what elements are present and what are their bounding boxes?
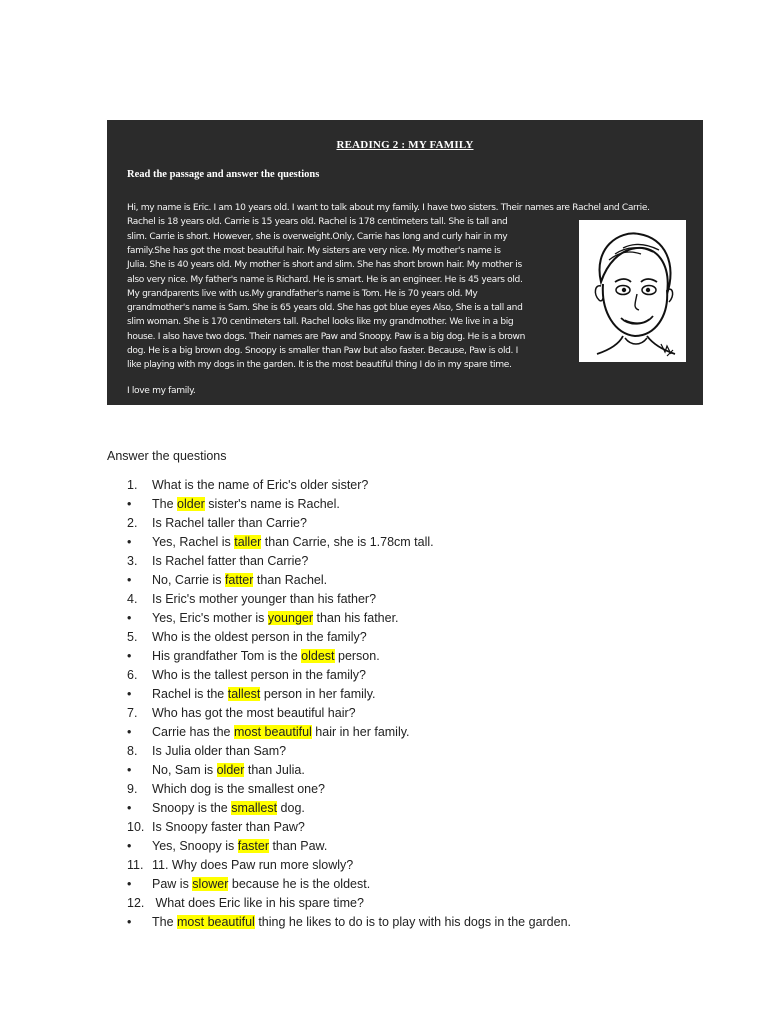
item-text: than Paw. [268,839,328,853]
highlighted-word: fatter [224,573,254,587]
highlighted-word: tallest [227,687,261,701]
highlighted-word: slower [192,877,229,891]
item-text: The [152,497,178,511]
list-marker: • [127,573,132,587]
passage-line: house. I also have two dogs. Their names are Paw and Snoopy. Paw is a big dog. He is a brown [127,331,525,342]
item-text: than Rachel. [253,573,328,587]
item-text: Is Snoopy faster than Paw? [152,820,305,834]
passage-line: My grandparents live with us.My grandfather's name is Tom. He is 70 years old. My [127,288,478,299]
list-marker: 7. [127,706,138,720]
question-item [127,780,325,799]
answer-item [127,913,571,932]
list-marker: • [127,839,132,853]
answer-item [127,647,380,666]
item-text: What is the name of Eric's older sister? [152,478,369,492]
item-text: dog. [277,801,305,815]
item-text: than Carrie, she is 1.78cm tall. [261,535,434,549]
item-text: thing he likes to do is to play with his dogs in the garden. [254,915,572,929]
question-item [127,818,305,837]
item-text: His grandfather Tom is the [152,649,302,663]
question-item [127,856,353,875]
item-text: Paw is [152,877,193,891]
answer-item [127,837,327,856]
item-text: No, Carrie is [152,573,225,587]
answers-heading: Answer the questions [107,449,227,463]
item-text: What does Eric like in his spare time? [152,896,364,910]
passage-line: also very nice. My father's name is Richard. He is smart. He is an engineer. He is 45 years old. [127,274,523,285]
item-text: because he is the oldest. [228,877,371,891]
list-marker: • [127,611,132,625]
item-text: hair in her family. [311,725,410,739]
reading-title: READING 2 : MY FAMILY [336,139,474,151]
answer-item [127,533,434,552]
list-marker: • [127,801,132,815]
item-text: Rachel is the [152,687,228,701]
passage-line: Rachel is 18 years old. Carrie is 15 years old. Rachel is 178 centimeters tall. She is tall and [127,217,508,228]
passage-line: slim woman. She is 170 centimeters tall. Rachel looks like my grandmother. We live in a big [127,317,514,328]
list-marker: 5. [127,630,138,644]
reading-passage-box [107,120,703,405]
passage-line: like playing with my dogs in the garden. It is the most beautiful thing I do in my spare time. [127,360,512,371]
item-text: Who is the oldest person in the family? [152,630,367,644]
list-marker: 12. [127,896,145,910]
list-marker: 11. [127,858,144,872]
list-marker: • [127,725,132,739]
highlighted-word: most beautiful [177,915,255,929]
question-item [127,742,286,761]
passage-line: grandmother's name is Sam. She is 65 years old. She has got blue eyes Also, She is a tall and [127,303,523,314]
question-item [127,476,368,495]
question-item [127,552,308,571]
item-text: Who is the tallest person in the family? [152,668,366,682]
question-item [127,590,376,609]
question-item [127,894,364,913]
item-text: Is Julia older than Sam? [152,744,287,758]
item-text: No, Sam is [152,763,217,777]
list-marker: • [127,687,132,701]
list-marker: • [127,915,132,929]
list-marker: • [127,535,132,549]
item-text: 11. Why does Paw run more slowly? [152,858,354,872]
list-marker: 10. [127,820,145,834]
boy-caricature-drawing [579,220,686,362]
answer-item [127,685,376,704]
question-item [127,666,366,685]
item-text: person in her family. [260,687,376,701]
item-text: person. [334,649,380,663]
list-marker: 9. [127,782,138,796]
highlighted-word: older [177,497,205,511]
passage-closing: I love my family. [127,386,196,396]
highlighted-word: younger [267,611,314,625]
highlighted-word: most beautiful [233,725,312,739]
item-text: Snoopy is the [152,801,232,815]
item-text: than Julia. [244,763,305,777]
answer-item [127,723,410,742]
highlighted-word: faster [237,839,269,853]
passage-line: slim. Carrie is short. However, she is overweight.Only, Carrie has long and curly hair in my [127,231,508,242]
item-text: Who has got the most beautiful hair? [152,706,356,720]
item-text: The [152,915,178,929]
list-marker: 8. [127,744,138,758]
reading-instruction: Read the passage and answer the questions [127,169,320,180]
item-text: Yes, Snoopy is [152,839,238,853]
answer-item [127,609,399,628]
passage-line: family.She has got the most beautiful hair. My sisters are very nice. My mother's name is [127,245,501,256]
boy-caricature-image [579,220,686,362]
list-marker: 6. [127,668,138,682]
question-item [127,628,367,647]
answer-item [127,571,327,590]
item-text: Yes, Rachel is [152,535,235,549]
passage-line: dog. He is a big brown dog. Snoopy is smaller than Paw but also faster. Because, Paw is old. I [127,346,518,356]
answer-item [127,761,305,780]
list-marker: 4. [127,592,138,606]
list-marker: • [127,877,132,891]
list-marker: • [127,497,132,511]
item-text: Is Rachel taller than Carrie? [152,516,307,530]
item-text: than his father. [313,611,399,625]
answer-item [127,799,305,818]
item-text: Yes, Eric's mother is [152,611,268,625]
list-marker: 3. [127,554,138,568]
item-text: sister's name is Rachel. [204,497,340,511]
passage-line: Hi, my name is Eric. I am 10 years old. I want to talk about my family. I have two sisters. Their names are Rachel and Carrie. [127,203,650,213]
highlighted-word: smallest [231,801,278,815]
highlighted-word: taller [234,535,262,549]
item-text: Which dog is the smallest one? [152,782,326,796]
list-marker: • [127,649,132,663]
item-text: Is Eric's mother younger than his father? [152,592,377,606]
answer-item [127,875,370,894]
list-marker: 1. [127,478,138,492]
passage-line: Julia. She is 40 years old. My mother is short and slim. She has short brown hair. My mother is [127,260,522,271]
list-marker: • [127,763,132,777]
item-text: Is Rachel fatter than Carrie? [152,554,309,568]
highlighted-word: oldest [301,649,335,663]
question-item [127,704,356,723]
question-item [127,514,307,533]
list-marker: 2. [127,516,138,530]
answer-item [127,495,340,514]
item-text: Carrie has the [152,725,234,739]
highlighted-word: older [216,763,245,777]
